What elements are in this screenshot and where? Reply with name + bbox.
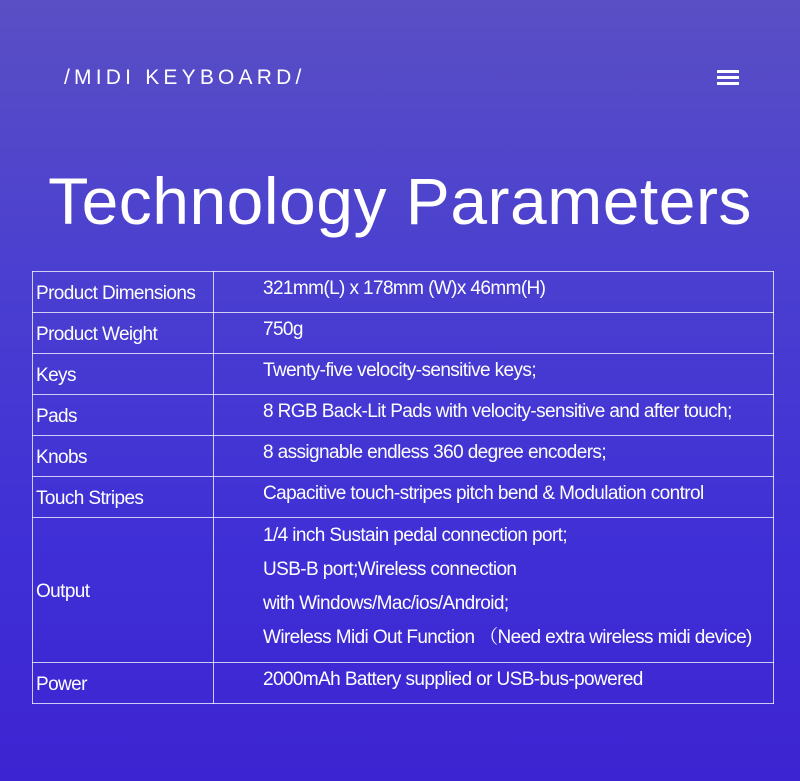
- param-value: [214, 436, 774, 477]
- param-value-line: with Windows/Mac/ios/Android;: [263, 593, 509, 614]
- param-label: [33, 313, 214, 354]
- param-value-line: Capacitive touch-stripes pitch bend & Modulation control: [263, 483, 704, 504]
- parameters-table: [32, 271, 774, 704]
- param-value: [214, 477, 774, 518]
- param-label-text: Touch Stripes: [36, 488, 144, 509]
- param-value: [214, 354, 774, 395]
- param-value: [214, 395, 774, 436]
- param-label: [33, 272, 214, 313]
- brand-title: /MIDI KEYBOARD/: [64, 66, 306, 89]
- menu-bar: [717, 76, 739, 79]
- param-label: [33, 518, 214, 663]
- param-label: [33, 477, 214, 518]
- table-row: [33, 477, 774, 518]
- param-value-line: 321mm(L) x 178mm (W)x 46mm(H): [263, 278, 546, 299]
- param-value-line: 8 RGB Back-Lit Pads with velocity-sensitive and after touch;: [263, 401, 732, 422]
- param-value-line: Wireless Midi Out Function （Need extra wireless midi device): [263, 627, 752, 648]
- param-value: [214, 663, 774, 704]
- param-value-line: 750g: [263, 319, 303, 340]
- table-row: [33, 354, 774, 395]
- param-label-text: Output: [36, 581, 90, 602]
- param-label-text: Product Weight: [36, 324, 158, 345]
- param-value-line: 2000mAh Battery supplied or USB-bus-powered: [263, 669, 643, 690]
- table-row: [33, 313, 774, 354]
- table-row: [33, 395, 774, 436]
- param-label: [33, 395, 214, 436]
- param-label: [33, 354, 214, 395]
- param-value: [214, 313, 774, 354]
- param-label-text: Pads: [36, 406, 77, 427]
- param-value: [214, 272, 774, 313]
- param-label-text: Keys: [36, 365, 76, 386]
- param-label-text: Knobs: [36, 447, 87, 468]
- param-label: [33, 663, 214, 704]
- menu-bar: [717, 70, 739, 73]
- param-label-text: Product Dimensions: [36, 283, 196, 304]
- param-value: [214, 518, 774, 663]
- table-row: [33, 436, 774, 477]
- hamburger-menu-icon[interactable]: [715, 68, 741, 86]
- param-value-line: Twenty-five velocity-sensitive keys;: [263, 360, 536, 381]
- page-title: Technology Parameters: [48, 164, 752, 238]
- param-label: [33, 436, 214, 477]
- param-value-line: 1/4 inch Sustain pedal connection port;: [263, 525, 568, 546]
- table-row: [33, 663, 774, 704]
- table-row: [33, 518, 774, 663]
- table-row: [33, 272, 774, 313]
- param-value-line: 8 assignable endless 360 degree encoders;: [263, 442, 606, 463]
- param-label-text: Power: [36, 674, 87, 695]
- param-value-line: USB-B port;Wireless connection: [263, 559, 517, 580]
- menu-bar: [717, 82, 739, 85]
